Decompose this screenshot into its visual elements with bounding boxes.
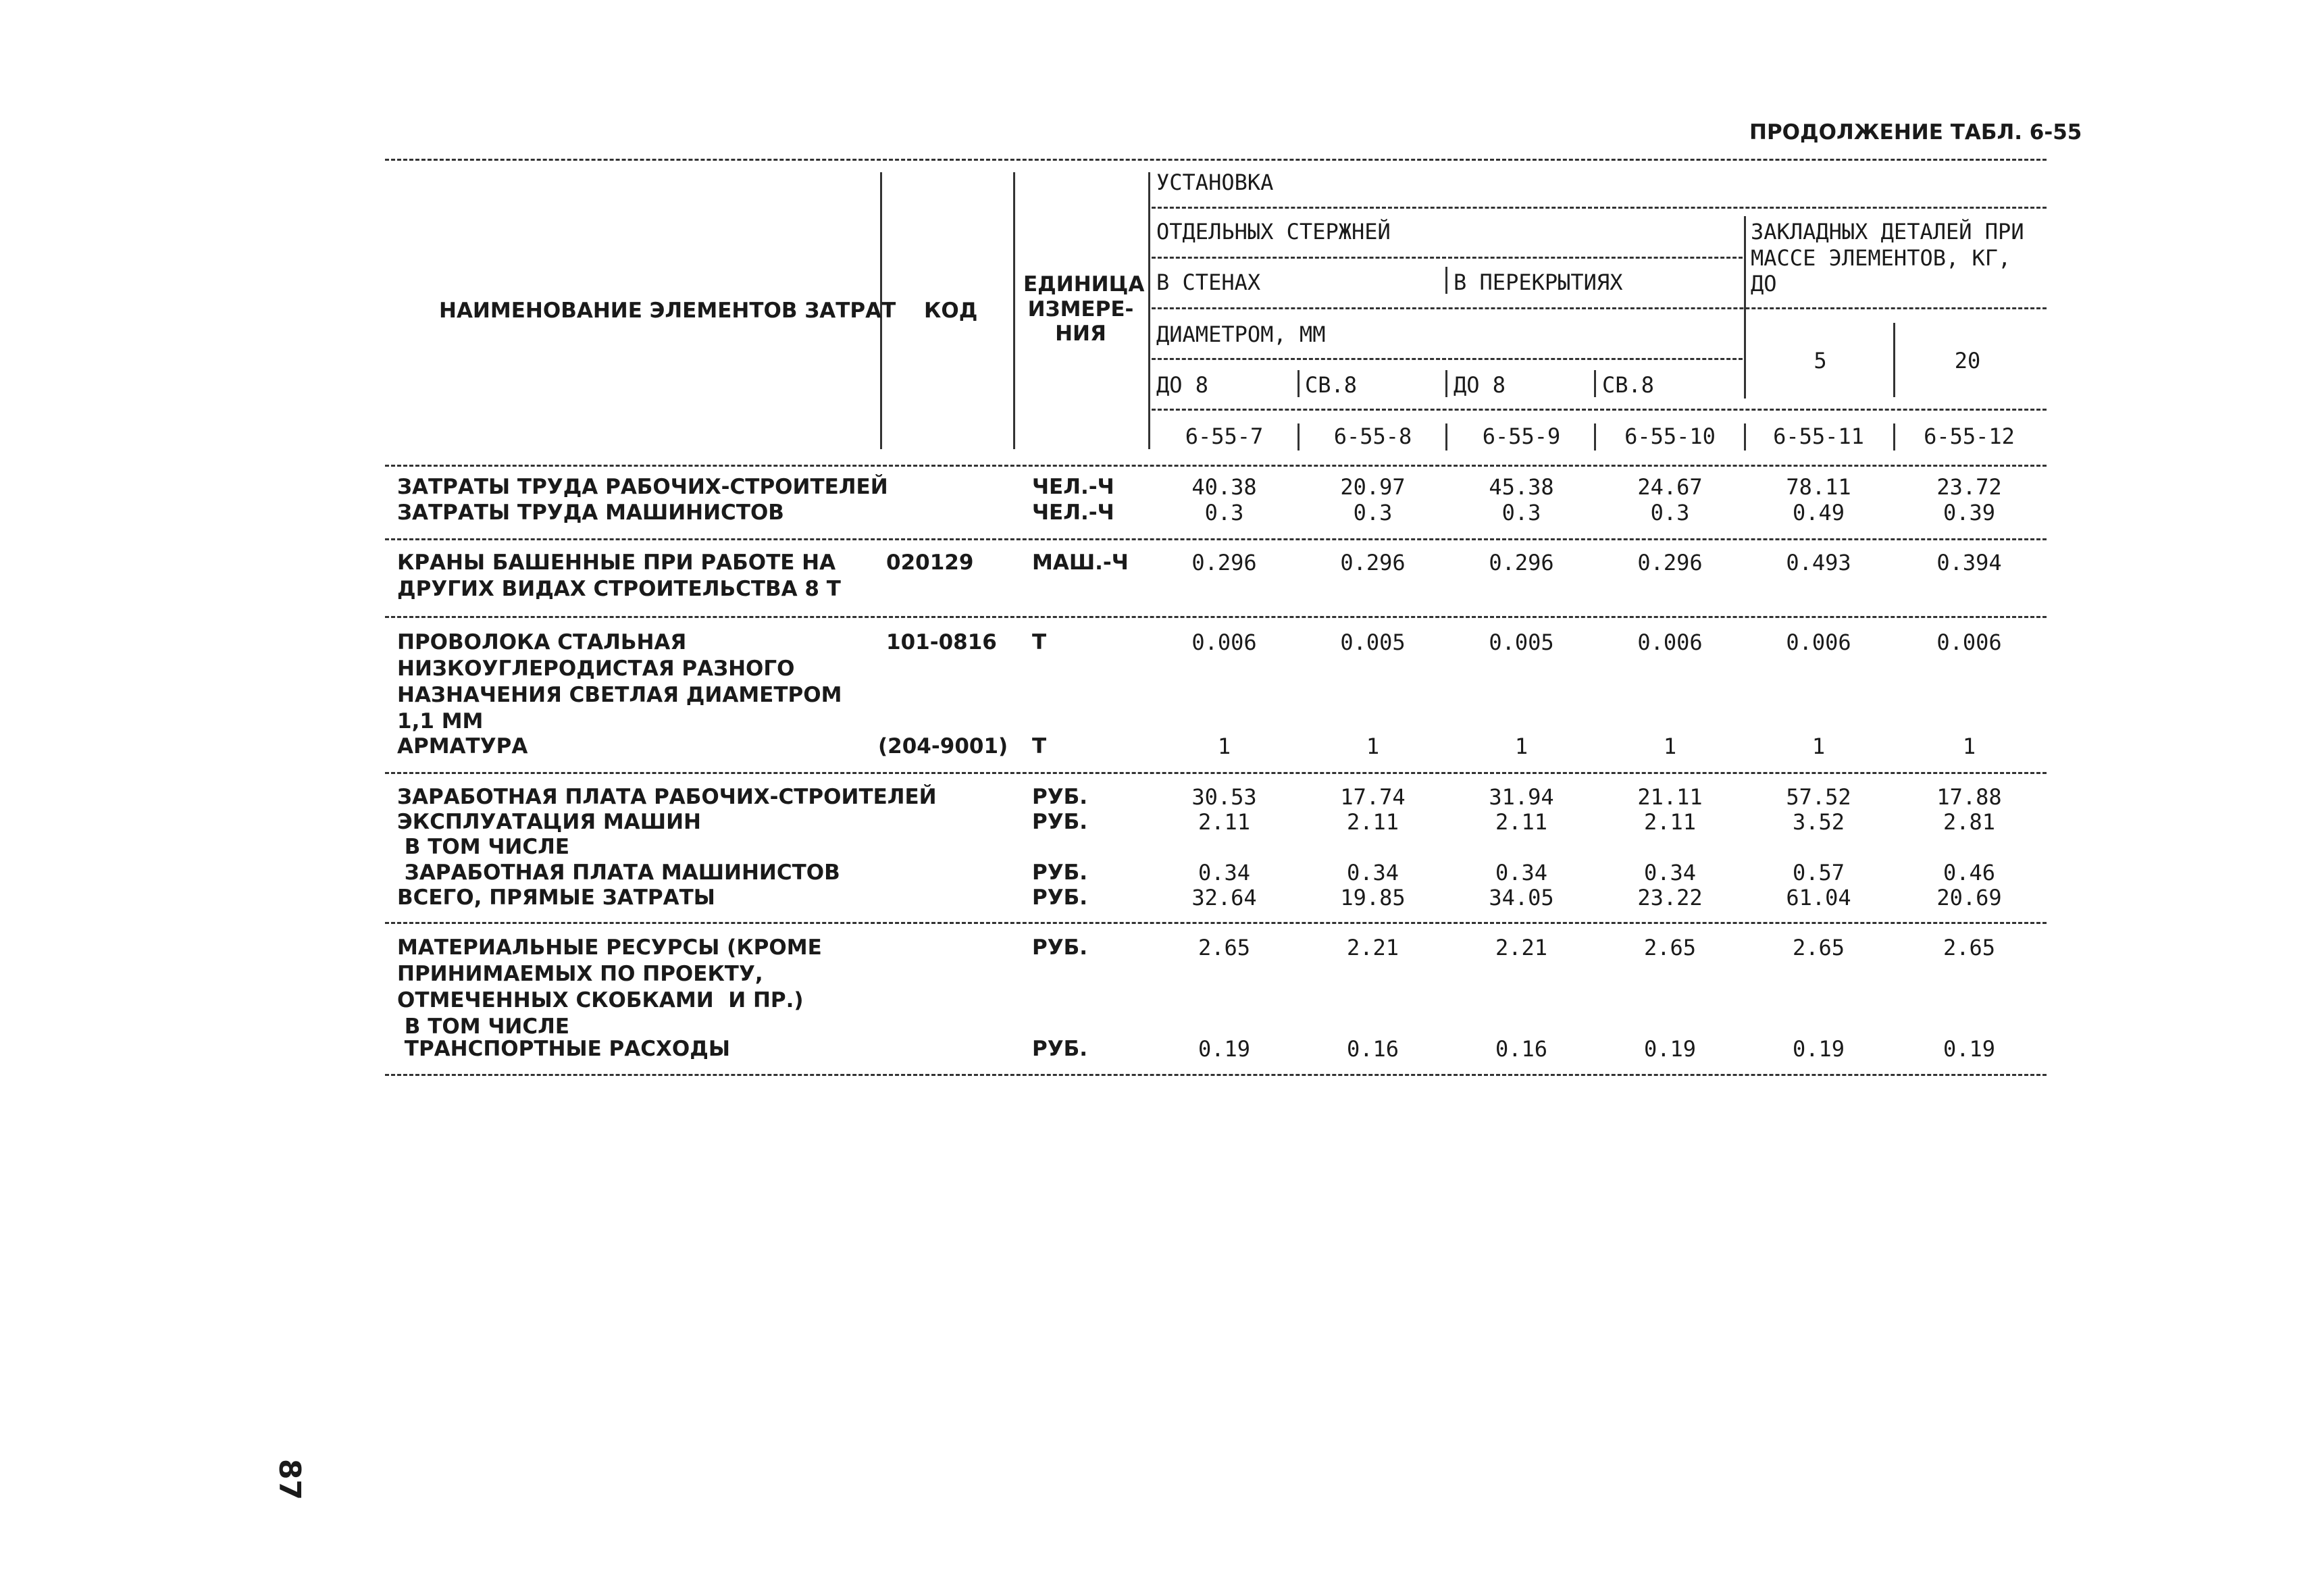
row-value: 0.34 <box>1346 860 1399 885</box>
row-name-line: ПРИНИМАЕМЫХ ПО ПРОЕКТУ, <box>397 962 763 986</box>
header-sv8-b: СВ.8 <box>1602 372 1655 398</box>
header-unit-2: ИЗМЕРЕ- <box>1027 297 1134 321</box>
row-unit: РУБ. <box>1032 810 1088 834</box>
page-number: 87 <box>272 1458 307 1501</box>
row-name-line: ЗАРАБОТНАЯ ПЛАТА РАБОЧИХ-СТРОИТЕЛЕЙ <box>397 785 937 809</box>
header-mass-20: 20 <box>1954 348 1981 374</box>
header-zakladnyh-2: МАССЕ ЭЛЕМЕНТОВ, КГ, <box>1751 245 2011 271</box>
header-vline-code2 <box>1297 423 1300 451</box>
row-value: 2.11 <box>1495 809 1548 835</box>
row-value: 1 <box>1663 733 1677 759</box>
header-vline-code4 <box>1594 423 1596 451</box>
row-name-line: ЗАТРАТЫ ТРУДА МАШИНИСТОВ <box>397 500 784 525</box>
row-value: 61.04 <box>1786 885 1851 910</box>
row-value: 0.3 <box>1204 500 1244 525</box>
row-value: 21.11 <box>1637 784 1703 810</box>
row-value: 0.19 <box>1198 1036 1251 1062</box>
header-rule-3 <box>1152 307 2047 309</box>
row-name-line: ЗАРАБОТНАЯ ПЛАТА МАШИНИСТОВ <box>397 860 840 885</box>
row-value: 0.34 <box>1495 860 1548 885</box>
table-bottom-rule <box>385 1074 2047 1076</box>
row-value: 0.19 <box>1643 1036 1697 1062</box>
header-vline-code6 <box>1893 423 1895 451</box>
row-value: 0.005 <box>1489 629 1554 655</box>
group-rule-2 <box>385 616 2047 618</box>
row-value: 19.85 <box>1340 885 1406 910</box>
row-name-line: МАТЕРИАЛЬНЫЕ РЕСУРСЫ (КРОМЕ <box>397 935 822 960</box>
row-value: 1 <box>1217 733 1231 759</box>
row-value: 17.74 <box>1340 784 1406 810</box>
group-rule-3 <box>385 772 2047 774</box>
row-value: 0.3 <box>1650 500 1690 525</box>
row-value: 2.21 <box>1346 935 1399 960</box>
row-value: 0.296 <box>1637 550 1703 575</box>
row-name-line: НАЗНАЧЕНИЯ СВЕТЛАЯ ДИАМЕТРОМ <box>397 683 842 707</box>
row-value: 23.22 <box>1637 885 1703 910</box>
header-code-4: 6-55-10 <box>1624 423 1716 449</box>
row-value: 0.19 <box>1943 1036 1996 1062</box>
row-value: 20.69 <box>1936 885 2002 910</box>
row-value: 0.005 <box>1340 629 1406 655</box>
row-name-line: НИЗКОУГЛЕРОДИСТАЯ РАЗНОГО <box>397 657 795 681</box>
header-vline-do8b <box>1445 370 1447 397</box>
row-value: 0.49 <box>1792 500 1845 525</box>
row-name-line: ЭКСПЛУАТАЦИЯ МАШИН <box>397 810 701 834</box>
header-ustanovka: УСТАНОВКА <box>1156 170 1274 195</box>
header-vline-unit-data <box>1148 172 1150 449</box>
row-name-line: ВСЕГО, ПРЯМЫЕ ЗАТРАТЫ <box>397 885 715 910</box>
row-value: 0.006 <box>1637 629 1703 655</box>
row-name-line: В ТОМ ЧИСЛЕ <box>397 1014 570 1039</box>
header-diametrom: ДИАМЕТРОМ, ММ <box>1156 321 1326 347</box>
header-code-1: 6-55-7 <box>1185 423 1264 449</box>
row-value: 30.53 <box>1191 784 1257 810</box>
header-mass-5: 5 <box>1814 348 1827 374</box>
row-value: 78.11 <box>1786 474 1851 500</box>
header-vline-sv8b <box>1594 370 1596 397</box>
header-rule-1 <box>1152 207 2047 209</box>
row-value: 31.94 <box>1489 784 1554 810</box>
row-value: 32.64 <box>1191 885 1257 910</box>
row-name-line: ТРАНСПОРТНЫЕ РАСХОДЫ <box>397 1037 730 1061</box>
header-bottom-rule <box>385 465 2047 467</box>
header-code: КОД <box>924 299 978 323</box>
row-name-line: АРМАТУРА <box>397 734 528 758</box>
row-value: 0.34 <box>1643 860 1697 885</box>
row-value: 0.46 <box>1943 860 1996 885</box>
row-unit: РУБ. <box>1032 785 1088 809</box>
header-sv8-a: СВ.8 <box>1305 372 1358 398</box>
header-name: НАИМЕНОВАНИЕ ЭЛЕМЕНТОВ ЗАТРАТ <box>439 299 896 323</box>
row-value: 0.3 <box>1353 500 1393 525</box>
row-value: 0.16 <box>1346 1036 1399 1062</box>
row-unit: РУБ. <box>1032 935 1088 960</box>
header-top-rule <box>385 159 2047 161</box>
row-unit: ЧЕЛ.-Ч <box>1032 500 1114 525</box>
row-value: 0.296 <box>1191 550 1257 575</box>
row-value: 17.88 <box>1936 784 2002 810</box>
row-value: 0.296 <box>1489 550 1554 575</box>
row-value: 0.493 <box>1786 550 1851 575</box>
header-vline-code-unit <box>1013 172 1015 449</box>
row-value: 2.65 <box>1943 935 1996 960</box>
row-value: 0.006 <box>1936 629 2002 655</box>
row-name-line: ЗАТРАТЫ ТРУДА РАБОЧИХ-СТРОИТЕЛЕЙ <box>397 475 888 499</box>
row-value: 2.81 <box>1943 809 1996 835</box>
row-code: (204-9001) <box>878 734 1008 758</box>
row-value: 0.296 <box>1340 550 1406 575</box>
row-name-line: В ТОМ ЧИСЛЕ <box>397 835 570 859</box>
row-name-line: ПРОВОЛОКА СТАЛЬНАЯ <box>397 630 687 654</box>
row-value: 34.05 <box>1489 885 1554 910</box>
header-vline-code3 <box>1445 423 1447 451</box>
row-value: 1 <box>1514 733 1528 759</box>
row-name-line: КРАНЫ БАШЕННЫЕ ПРИ РАБОТЕ НА <box>397 550 836 575</box>
row-value: 2.11 <box>1643 809 1697 835</box>
row-value: 2.21 <box>1495 935 1548 960</box>
row-name-line: ДРУГИХ ВИДАХ СТРОИТЕЛЬСТВА 8 Т <box>397 577 841 601</box>
header-vline-mass <box>1893 323 1895 397</box>
row-value: 0.19 <box>1792 1036 1845 1062</box>
row-name-line: ОТМЕЧЕННЫХ СКОБКАМИ И ПР.) <box>397 988 804 1012</box>
row-unit: РУБ. <box>1032 1037 1088 1061</box>
row-value: 1 <box>1811 733 1826 759</box>
header-zakladnyh-1: ЗАКЛАДНЫХ ДЕТАЛЕЙ ПРИ <box>1751 219 2024 244</box>
header-code-5: 6-55-11 <box>1773 423 1864 449</box>
header-code-6: 6-55-12 <box>1924 423 2015 449</box>
header-do8-b: ДО 8 <box>1454 372 1506 398</box>
row-value: 0.16 <box>1495 1036 1548 1062</box>
row-value: 23.72 <box>1936 474 2002 500</box>
row-value: 0.006 <box>1191 629 1257 655</box>
row-unit: РУБ. <box>1032 860 1088 885</box>
row-value: 0.34 <box>1198 860 1251 885</box>
row-value: 45.38 <box>1489 474 1554 500</box>
header-v-stenah: В СТЕНАХ <box>1156 269 1261 295</box>
row-value: 0.006 <box>1786 629 1851 655</box>
row-value: 0.39 <box>1943 500 1996 525</box>
table-caption: ПРОДОЛЖЕНИЕ ТАБЛ. 6-55 <box>1749 120 2082 145</box>
row-value: 3.52 <box>1792 809 1845 835</box>
row-value: 2.65 <box>1198 935 1251 960</box>
row-value: 40.38 <box>1191 474 1257 500</box>
row-value: 24.67 <box>1637 474 1703 500</box>
row-unit: Т <box>1032 734 1047 758</box>
header-v-perekrytiyah: В ПЕРЕКРЫТИЯХ <box>1454 269 1623 295</box>
row-value: 0.57 <box>1792 860 1845 885</box>
row-unit: ЧЕЛ.-Ч <box>1032 475 1114 499</box>
row-unit: РУБ. <box>1032 885 1088 910</box>
row-value: 2.65 <box>1643 935 1697 960</box>
row-value: 0.3 <box>1501 500 1541 525</box>
row-value: 0.394 <box>1936 550 2002 575</box>
header-zakladnyh-3: ДО <box>1751 271 1777 297</box>
row-value: 1 <box>1366 733 1380 759</box>
row-code: 101-0816 <box>886 630 997 654</box>
header-unit-3: НИЯ <box>1055 321 1106 346</box>
header-vline-perekr <box>1445 267 1447 294</box>
row-value: 57.52 <box>1786 784 1851 810</box>
group-rule-4 <box>385 922 2047 924</box>
row-name-line: 1,1 ММ <box>397 709 484 733</box>
row-unit: Т <box>1032 630 1047 654</box>
row-value: 1 <box>1962 733 1976 759</box>
header-do8-a: ДО 8 <box>1156 372 1209 398</box>
header-code-3: 6-55-9 <box>1482 423 1561 449</box>
header-vline-sv8a <box>1297 370 1300 397</box>
header-otdelnyh: ОТДЕЛЬНЫХ СТЕРЖНЕЙ <box>1156 219 1391 244</box>
group-rule-1 <box>385 538 2047 540</box>
row-value: 2.11 <box>1198 809 1251 835</box>
header-rule-2 <box>1152 257 1743 259</box>
header-code-2: 6-55-8 <box>1333 423 1412 449</box>
header-unit-1: ЕДИНИЦА <box>1023 272 1145 297</box>
row-value: 2.65 <box>1792 935 1845 960</box>
row-value: 20.97 <box>1340 474 1406 500</box>
header-rule-4 <box>1152 358 1743 360</box>
row-code: 020129 <box>886 550 974 575</box>
row-unit: МАШ.-Ч <box>1032 550 1129 575</box>
header-rule-5 <box>1152 409 2047 411</box>
row-value: 2.11 <box>1346 809 1399 835</box>
